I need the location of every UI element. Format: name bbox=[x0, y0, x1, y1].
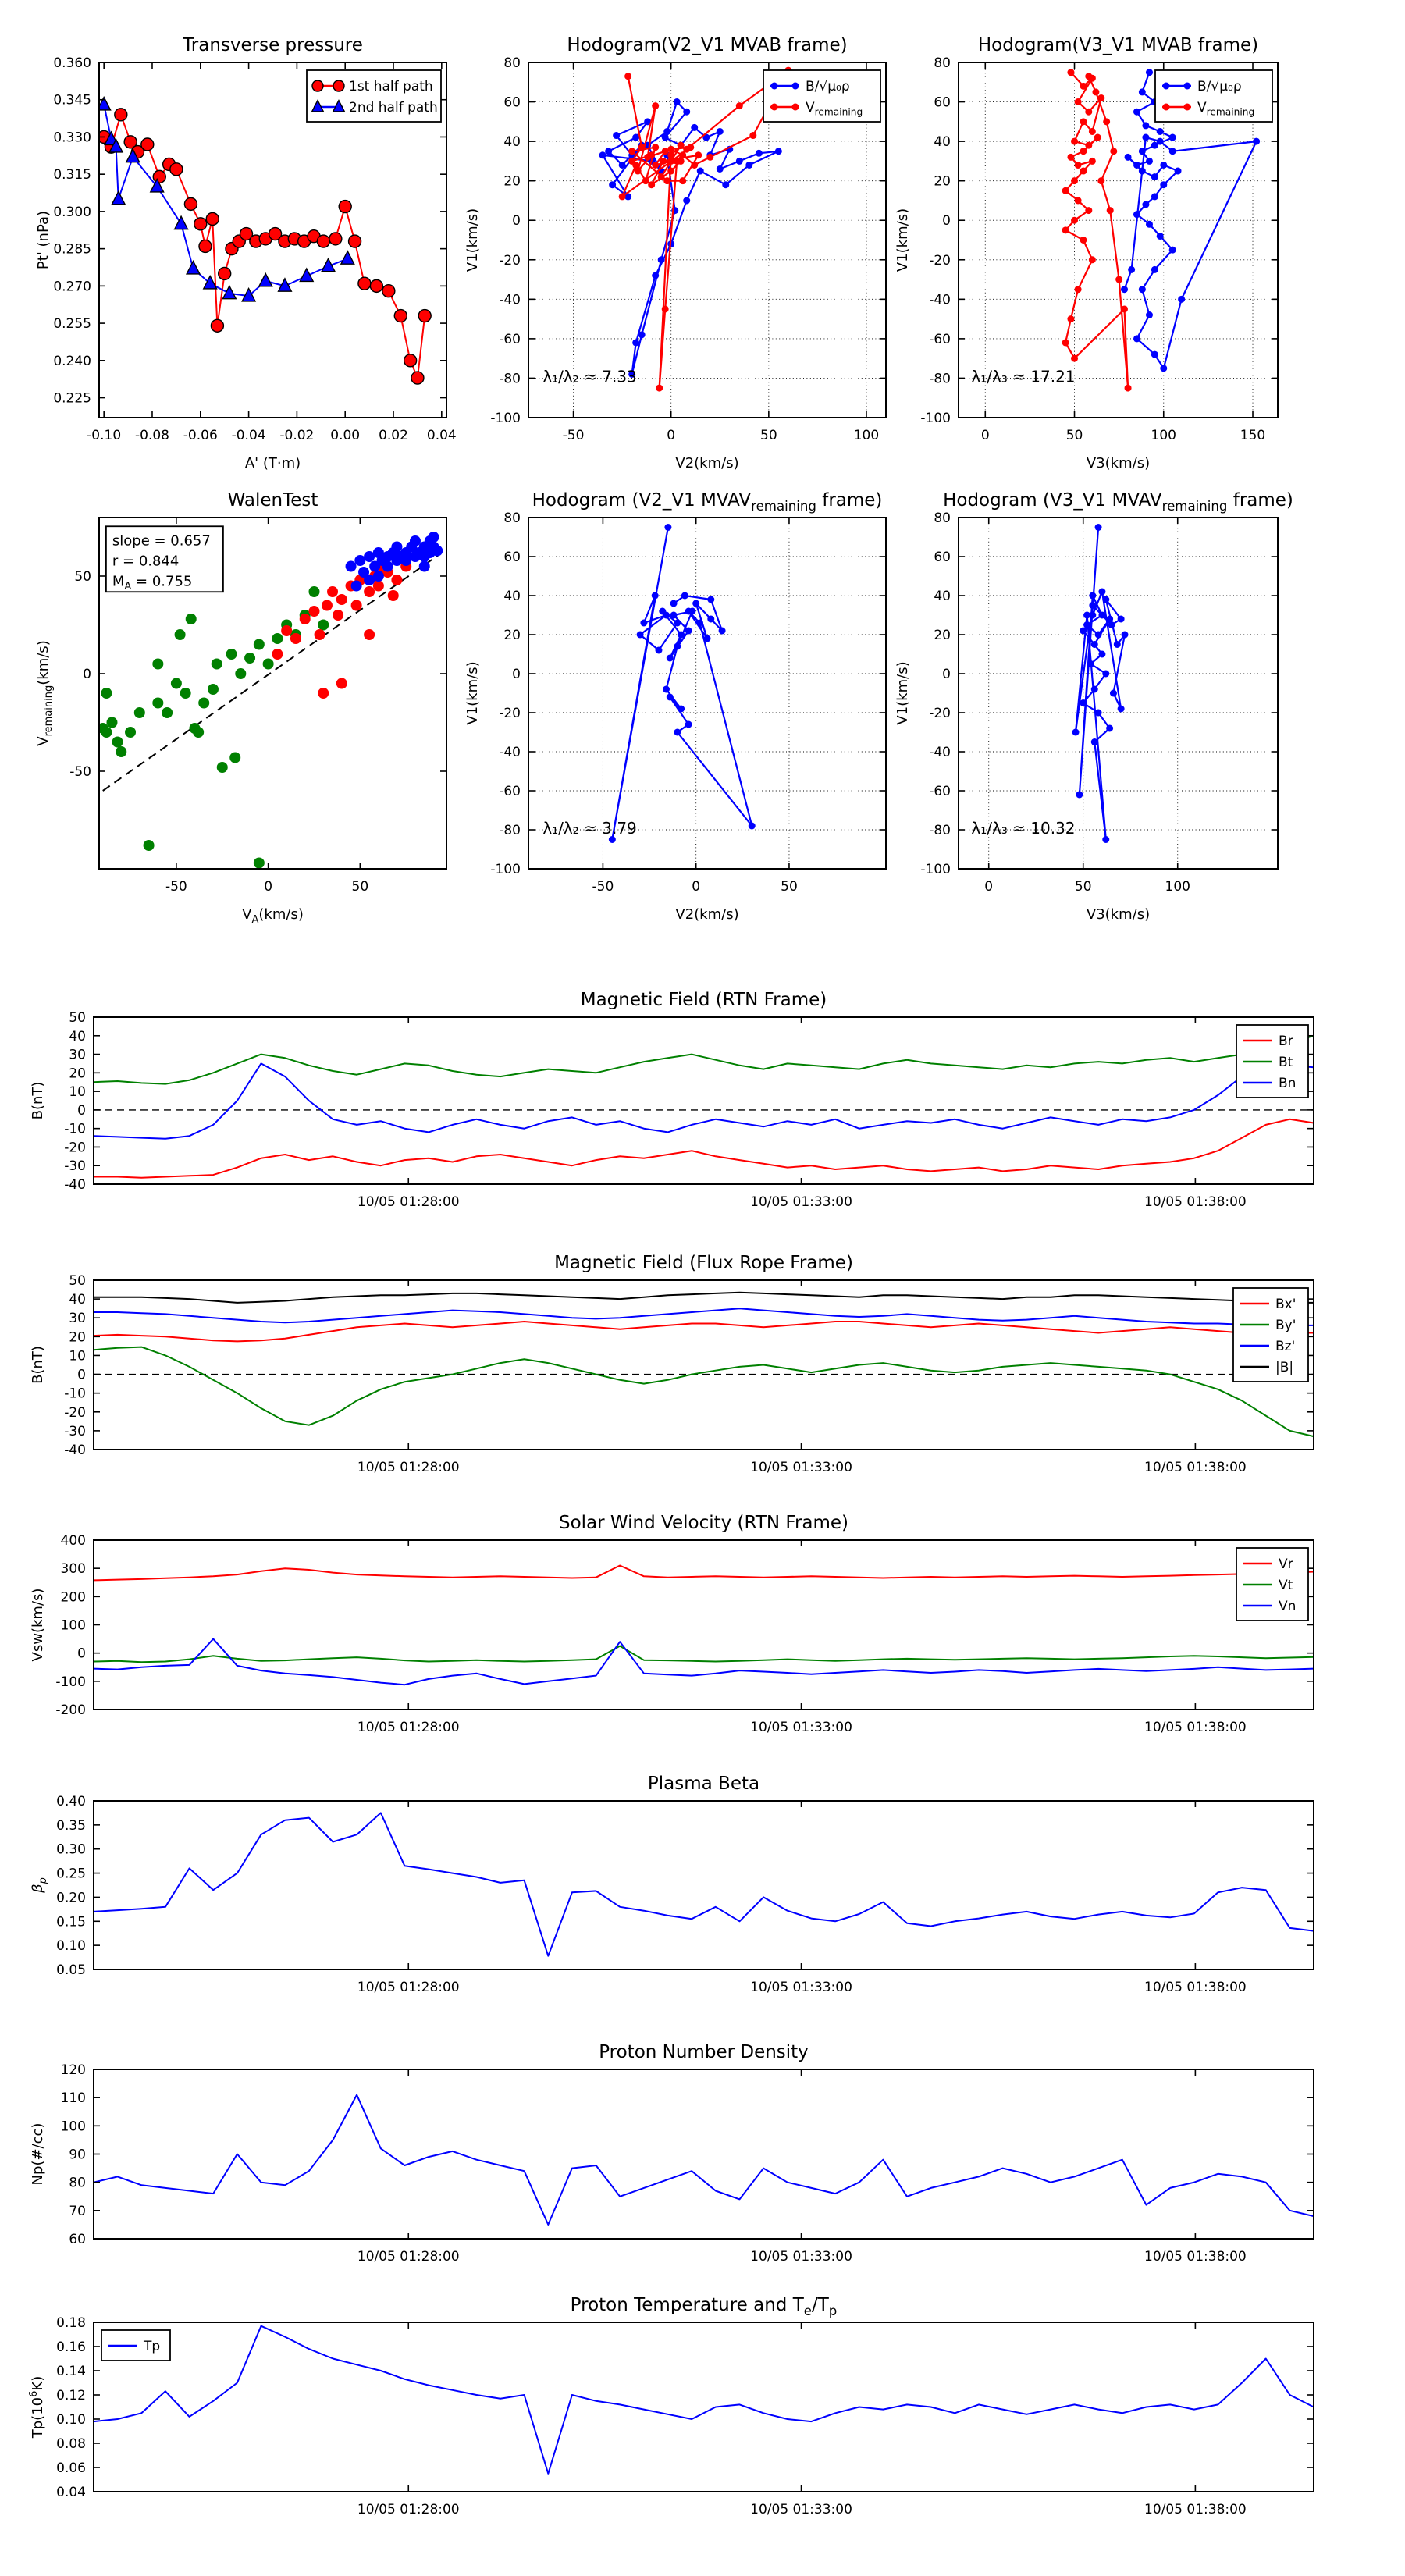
y-tick-label: 40 bbox=[503, 589, 521, 604]
y-axis-label: V1(km/s) bbox=[464, 661, 481, 725]
y-tick-label: 0.18 bbox=[56, 2315, 86, 2331]
y-tick-label: -40 bbox=[64, 1443, 86, 1458]
y-tick-label: 20 bbox=[503, 628, 521, 643]
y-axis-label: Pt' (nPa) bbox=[35, 210, 52, 270]
y-tick-label: 0 bbox=[77, 1102, 86, 1119]
legend bbox=[307, 70, 441, 122]
series-red-points bbox=[272, 561, 411, 699]
y-tick-label: -40 bbox=[929, 292, 951, 308]
y-tick-label: 0.345 bbox=[53, 92, 91, 109]
x-tick-label: 10/05 01:38:00 bbox=[1144, 1460, 1247, 1475]
legend-label: Bt bbox=[1279, 1055, 1293, 1070]
y-tick-label: 0.14 bbox=[56, 2364, 86, 2379]
chart-title-walen-test: WalenTest bbox=[227, 490, 318, 511]
y-tick-label: 0.330 bbox=[53, 130, 91, 146]
y-tick-label: 0.240 bbox=[53, 353, 91, 369]
chart-mag-fluxrope bbox=[30, 1253, 1314, 1475]
y-tick-label: -20 bbox=[64, 1404, 86, 1421]
y-tick-label: 200 bbox=[60, 1589, 86, 1606]
y-tick-label: -30 bbox=[64, 1423, 86, 1439]
x-tick-label: 0.02 bbox=[379, 428, 408, 443]
y-tick-label: 0 bbox=[77, 1646, 86, 1662]
y-tick-label: 40 bbox=[503, 134, 521, 151]
y-tick-label: 20 bbox=[934, 628, 951, 643]
legend bbox=[1236, 1548, 1308, 1621]
chart-title-velocity-rtn: Solar Wind Velocity (RTN Frame) bbox=[558, 1513, 849, 1533]
y-tick-label: 10 bbox=[69, 1084, 86, 1101]
axes-frame bbox=[94, 1540, 1314, 1710]
y-tick-label: 30 bbox=[69, 1311, 86, 1327]
x-axis-label: V3(km/s) bbox=[1086, 455, 1151, 471]
chart-title-hodogram-v2v1-mvav: Hodogram (V2_V1 $MVAV_{remaining}$ frame) bbox=[532, 490, 883, 514]
axes-frame bbox=[94, 2322, 1314, 2492]
y-tick-label: 0 bbox=[77, 1367, 86, 1383]
y-tick-label: 20 bbox=[69, 1066, 86, 1082]
y-tick-label: 0.25 bbox=[56, 1866, 86, 1882]
x-tick-label: 10/05 01:38:00 bbox=[1144, 1194, 1247, 1210]
legend-label: Bn bbox=[1279, 1076, 1297, 1091]
y-tick-label: 40 bbox=[69, 1028, 86, 1044]
chart-title-hodogram-v3v1-mvav: Hodogram (V3_V1 $MVAV_{remaining}$ frame) bbox=[943, 490, 1293, 514]
x-tick-label: 10/05 01:28:00 bbox=[357, 1460, 460, 1475]
chart-title-hodogram-v3v1-mvab: Hodogram(V3_V1 MVAB frame) bbox=[977, 35, 1259, 55]
y-tick-label: 0.10 bbox=[56, 2412, 86, 2428]
y-tick-label: 0 bbox=[83, 667, 91, 682]
y-tick-label: 10 bbox=[69, 1348, 86, 1364]
y-tick-label: 0.360 bbox=[53, 55, 91, 71]
legend-label: $V_{remaining}$ bbox=[1197, 100, 1255, 118]
y-tick-label: -60 bbox=[929, 331, 951, 347]
series-Bt bbox=[94, 1036, 1314, 1084]
axes-frame bbox=[94, 1017, 1314, 1184]
y-tick-label: 40 bbox=[934, 589, 951, 604]
annotation: λ₁/λ₂ ≈ 7.33 bbox=[542, 367, 637, 386]
y-tick-label: 50 bbox=[69, 1010, 86, 1026]
series-V-remaining bbox=[1062, 69, 1132, 391]
y-tick-label: 60 bbox=[503, 94, 521, 111]
x-axis-label: A' (T·m) bbox=[244, 455, 301, 471]
series-Bx' bbox=[94, 1322, 1314, 1341]
x-tick-label: -50 bbox=[562, 428, 585, 443]
legend-label: $V_{remaining}$ bbox=[806, 100, 863, 118]
chart-transverse-pressure bbox=[35, 35, 457, 471]
series-green-points bbox=[98, 586, 329, 869]
axes-frame bbox=[94, 1280, 1314, 1450]
y-tick-label: 120 bbox=[60, 2062, 86, 2078]
y-tick-label: -20 bbox=[64, 1140, 86, 1156]
y-tick-label: -80 bbox=[929, 371, 951, 387]
chart-title-plasma-beta: Plasma Beta bbox=[647, 1774, 760, 1794]
legend-label: Vr bbox=[1279, 1557, 1293, 1572]
y-axis-label: V1(km/s) bbox=[895, 208, 911, 272]
x-tick-label: 0 bbox=[692, 879, 701, 895]
y-tick-label: 40 bbox=[934, 134, 951, 151]
x-tick-label: 10/05 01:33:00 bbox=[750, 1980, 852, 1995]
series-V-remaining bbox=[609, 524, 756, 843]
x-tick-label: 0.00 bbox=[330, 428, 361, 443]
info-box-line: r = 0.844 bbox=[112, 553, 180, 570]
x-tick-label: 10/05 01:38:00 bbox=[1144, 2249, 1247, 2265]
y-tick-label: 400 bbox=[60, 1533, 86, 1549]
legend-label: 2nd half path bbox=[349, 100, 438, 116]
y-tick-label: -20 bbox=[499, 706, 521, 721]
y-tick-label: -80 bbox=[499, 371, 521, 387]
legend bbox=[763, 70, 880, 122]
series-Br bbox=[94, 1119, 1314, 1178]
y-tick-label: 0 bbox=[942, 667, 951, 682]
y-tick-label: 0.315 bbox=[53, 167, 91, 183]
y-axis-label: Np(#/cc) bbox=[30, 2122, 46, 2186]
y-tick-label: -30 bbox=[64, 1158, 86, 1175]
x-tick-label: 10/05 01:28:00 bbox=[357, 1194, 460, 1210]
y-tick-label: 90 bbox=[69, 2147, 86, 2163]
x-tick-label: 0 bbox=[667, 428, 676, 443]
y-tick-label: 100 bbox=[60, 1617, 86, 1634]
y-tick-label: -40 bbox=[499, 292, 521, 308]
x-tick-label: 10/05 01:33:00 bbox=[750, 1194, 852, 1210]
x-tick-label: -50 bbox=[592, 879, 614, 895]
y-tick-label: 0 bbox=[512, 667, 521, 682]
x-tick-label: 10/05 01:33:00 bbox=[750, 2249, 852, 2265]
axes-frame bbox=[94, 2069, 1314, 2239]
annotation: λ₁/λ₂ ≈ 3.79 bbox=[542, 819, 637, 838]
y-tick-label: 0.08 bbox=[56, 2436, 86, 2452]
y-tick-label: 100 bbox=[60, 2119, 86, 2135]
y-tick-label: -60 bbox=[929, 784, 951, 799]
legend bbox=[1236, 1025, 1308, 1098]
series-V-remaining bbox=[1072, 524, 1129, 843]
y-tick-label: 50 bbox=[74, 569, 91, 585]
y-tick-label: -10 bbox=[64, 1121, 86, 1137]
legend bbox=[101, 2330, 170, 2361]
y-tick-label: 70 bbox=[69, 2203, 86, 2219]
x-tick-label: 0.04 bbox=[426, 428, 457, 443]
y-tick-label: 0.06 bbox=[56, 2460, 86, 2476]
x-tick-label: 100 bbox=[1151, 428, 1176, 443]
y-tick-label: 0.16 bbox=[56, 2339, 86, 2355]
y-tick-label: -60 bbox=[499, 784, 521, 799]
x-tick-label: 50 bbox=[1065, 428, 1083, 443]
chart-walen-test bbox=[35, 490, 446, 926]
legend-label: B/√μ₀ρ bbox=[806, 79, 850, 94]
x-tick-label: 0 bbox=[264, 879, 273, 895]
y-tick-label: 0.04 bbox=[56, 2485, 86, 2500]
y-tick-label: 20 bbox=[503, 173, 521, 190]
chart-title-proton-density: Proton Number Density bbox=[599, 2042, 809, 2062]
series-B-alfven bbox=[599, 98, 782, 378]
x-tick-label: -0.04 bbox=[231, 428, 266, 443]
y-tick-label: -60 bbox=[499, 331, 521, 347]
y-tick-label: 80 bbox=[503, 55, 521, 71]
chart-hodogram-v2v1-mvav bbox=[464, 490, 886, 923]
y-tick-label: 0.35 bbox=[56, 1817, 86, 1834]
y-tick-label: 0.270 bbox=[53, 279, 91, 295]
x-tick-label: 10/05 01:28:00 bbox=[357, 2249, 460, 2265]
axes-frame bbox=[528, 518, 886, 869]
legend-label: Tp bbox=[144, 2339, 161, 2354]
x-tick-label: 100 bbox=[1165, 879, 1190, 895]
y-tick-label: -20 bbox=[499, 252, 521, 269]
annotation: λ₁/λ₃ ≈ 17.21 bbox=[971, 367, 1076, 386]
x-tick-label: 10/05 01:28:00 bbox=[357, 2502, 460, 2517]
series-Tp bbox=[94, 2326, 1314, 2474]
chart-title-hodogram-v2v1-mvab: Hodogram(V2_V1 MVAB frame) bbox=[567, 35, 848, 55]
series-Np bbox=[94, 2095, 1314, 2225]
x-tick-label: -0.02 bbox=[279, 428, 315, 443]
y-axis-label: $\beta_p$ bbox=[30, 1877, 49, 1893]
chart-plasma-beta bbox=[30, 1774, 1314, 1995]
legend-label: Br bbox=[1279, 1034, 1293, 1049]
legend-label: |B| bbox=[1275, 1360, 1294, 1375]
y-tick-label: 60 bbox=[934, 550, 951, 565]
y-tick-label: -80 bbox=[499, 823, 521, 838]
x-axis-label: V2(km/s) bbox=[675, 906, 739, 923]
y-tick-label: -200 bbox=[55, 1703, 86, 1718]
y-axis-label: V1(km/s) bbox=[895, 661, 911, 725]
y-tick-label: 0.255 bbox=[53, 316, 91, 333]
chart-hodogram-v3v1-mvav bbox=[895, 490, 1293, 923]
y-tick-label: -100 bbox=[490, 862, 521, 877]
chart-mag-rtn bbox=[30, 990, 1314, 1210]
annotation: λ₁/λ₃ ≈ 10.32 bbox=[971, 819, 1076, 838]
y-tick-label: 0.12 bbox=[56, 2388, 86, 2403]
y-tick-label: 0.225 bbox=[53, 390, 91, 407]
y-tick-label: -40 bbox=[64, 1177, 86, 1193]
x-tick-label: 50 bbox=[351, 879, 369, 895]
y-tick-label: -50 bbox=[69, 764, 91, 780]
x-axis-label: $V_A(km/s)$ bbox=[242, 906, 304, 926]
x-tick-label: -50 bbox=[165, 879, 187, 895]
series-Bn bbox=[94, 1063, 1314, 1138]
legend bbox=[1233, 1288, 1308, 1382]
series-1st half path bbox=[98, 109, 431, 384]
x-tick-label: 10/05 01:28:00 bbox=[357, 1980, 460, 1995]
x-tick-label: 0 bbox=[980, 428, 990, 443]
y-tick-label: -100 bbox=[490, 411, 521, 426]
y-tick-label: 0 bbox=[942, 213, 951, 229]
y-tick-label: -40 bbox=[499, 745, 521, 760]
x-tick-label: 10/05 01:28:00 bbox=[357, 1720, 460, 1735]
y-tick-label: 80 bbox=[503, 511, 521, 526]
x-tick-label: 10/05 01:33:00 bbox=[750, 2502, 852, 2517]
chart-proton-density bbox=[30, 2042, 1314, 2265]
legend-label: Vn bbox=[1279, 1599, 1297, 1614]
y-tick-label: 0.15 bbox=[56, 1914, 86, 1930]
x-tick-label: 150 bbox=[1240, 428, 1266, 443]
y-axis-label: B(nT) bbox=[30, 1081, 46, 1120]
chart-hodogram-v2v1-mvab bbox=[464, 35, 886, 471]
y-tick-label: -100 bbox=[55, 1674, 86, 1690]
x-tick-label: 10/05 01:33:00 bbox=[750, 1720, 852, 1735]
y-axis-label: Vsw(km/s) bbox=[30, 1588, 46, 1662]
y-tick-label: 20 bbox=[934, 173, 951, 190]
legend-label: Bz' bbox=[1275, 1339, 1296, 1354]
y-tick-label: 0 bbox=[512, 213, 521, 229]
legend-label: Bx' bbox=[1275, 1297, 1297, 1312]
y-tick-label: -100 bbox=[920, 411, 951, 426]
x-tick-label: -0.08 bbox=[134, 428, 169, 443]
y-tick-label: 0.30 bbox=[56, 1841, 86, 1858]
chart-title-mag-rtn: Magnetic Field (RTN Frame) bbox=[580, 990, 827, 1010]
legend bbox=[1155, 70, 1272, 122]
legend-label: Vt bbox=[1279, 1578, 1293, 1593]
y-tick-label: 110 bbox=[60, 2090, 86, 2107]
axes-frame bbox=[94, 1801, 1314, 1969]
y-axis-label: $Tp(10^6K)$ bbox=[28, 2375, 46, 2439]
y-tick-label: 0.285 bbox=[53, 241, 91, 258]
legend-label: 1st half path bbox=[349, 79, 433, 94]
y-tick-label: 0.300 bbox=[53, 204, 91, 220]
y-tick-label: 30 bbox=[69, 1047, 86, 1063]
x-axis-label: V2(km/s) bbox=[675, 455, 739, 471]
x-tick-label: -0.10 bbox=[87, 428, 122, 443]
y-tick-label: 60 bbox=[503, 550, 521, 565]
y-tick-label: 0.20 bbox=[56, 1890, 86, 1906]
y-tick-label: 80 bbox=[934, 55, 951, 71]
x-tick-label: 10/05 01:38:00 bbox=[1144, 1720, 1247, 1735]
y-axis-label: V1(km/s) bbox=[464, 208, 481, 272]
x-tick-label: -0.06 bbox=[183, 428, 218, 443]
y-tick-label: 60 bbox=[934, 94, 951, 111]
x-tick-label: 0 bbox=[984, 879, 994, 895]
y-tick-label: 0.05 bbox=[56, 1962, 86, 1978]
y-tick-label: 60 bbox=[69, 2232, 86, 2247]
y-tick-label: 20 bbox=[69, 1329, 86, 1346]
series-By' bbox=[94, 1347, 1314, 1437]
x-tick-label: 10/05 01:33:00 bbox=[750, 1460, 852, 1475]
y-tick-label: 80 bbox=[69, 2175, 86, 2191]
y-tick-label: -100 bbox=[920, 862, 951, 877]
y-tick-label: 0.10 bbox=[56, 1938, 86, 1955]
y-tick-label: 40 bbox=[69, 1292, 86, 1308]
series-beta bbox=[94, 1813, 1314, 1955]
x-tick-label: 50 bbox=[1074, 879, 1092, 895]
x-tick-label: 50 bbox=[760, 428, 777, 443]
chart-title-transverse-pressure: Transverse pressure bbox=[183, 35, 363, 55]
y-tick-label: -80 bbox=[929, 823, 951, 838]
x-tick-label: 100 bbox=[853, 428, 880, 443]
y-axis-label: $V_{remaining}(km/s)$ bbox=[35, 640, 55, 746]
x-tick-label: 10/05 01:38:00 bbox=[1144, 1980, 1247, 1995]
x-tick-label: 10/05 01:38:00 bbox=[1144, 2502, 1247, 2517]
y-tick-label: 80 bbox=[934, 511, 951, 526]
chart-hodogram-v3v1-mvab bbox=[895, 35, 1278, 471]
y-tick-label: -20 bbox=[929, 252, 951, 269]
y-tick-label: 50 bbox=[69, 1273, 86, 1289]
legend-label: By' bbox=[1275, 1318, 1297, 1333]
chart-title-mag-fluxrope: Magnetic Field (Flux Rope Frame) bbox=[554, 1253, 853, 1273]
y-tick-label: -10 bbox=[64, 1386, 86, 1402]
y-tick-label: 300 bbox=[60, 1561, 86, 1578]
x-tick-label: 50 bbox=[781, 879, 798, 895]
y-tick-label: -40 bbox=[929, 745, 951, 760]
series-Vr bbox=[94, 1566, 1314, 1581]
chart-title-proton-temperature: Proton Temperature and $T_e/T_p$ bbox=[570, 2295, 838, 2319]
y-tick-label: 0.40 bbox=[56, 1794, 86, 1809]
info-box-line: $M_A = 0.755$ bbox=[112, 573, 193, 593]
legend-label: B/√μ₀ρ bbox=[1197, 79, 1242, 94]
y-tick-label: -20 bbox=[929, 706, 951, 721]
info-box-line: slope = 0.657 bbox=[112, 532, 211, 550]
x-axis-label: V3(km/s) bbox=[1086, 906, 1151, 923]
chart-velocity-rtn bbox=[30, 1513, 1314, 1735]
y-axis-label: B(nT) bbox=[30, 1346, 46, 1384]
chart-proton-temperature bbox=[28, 2295, 1314, 2517]
series-|B| bbox=[94, 1293, 1314, 1303]
series-Vt bbox=[94, 1646, 1314, 1663]
